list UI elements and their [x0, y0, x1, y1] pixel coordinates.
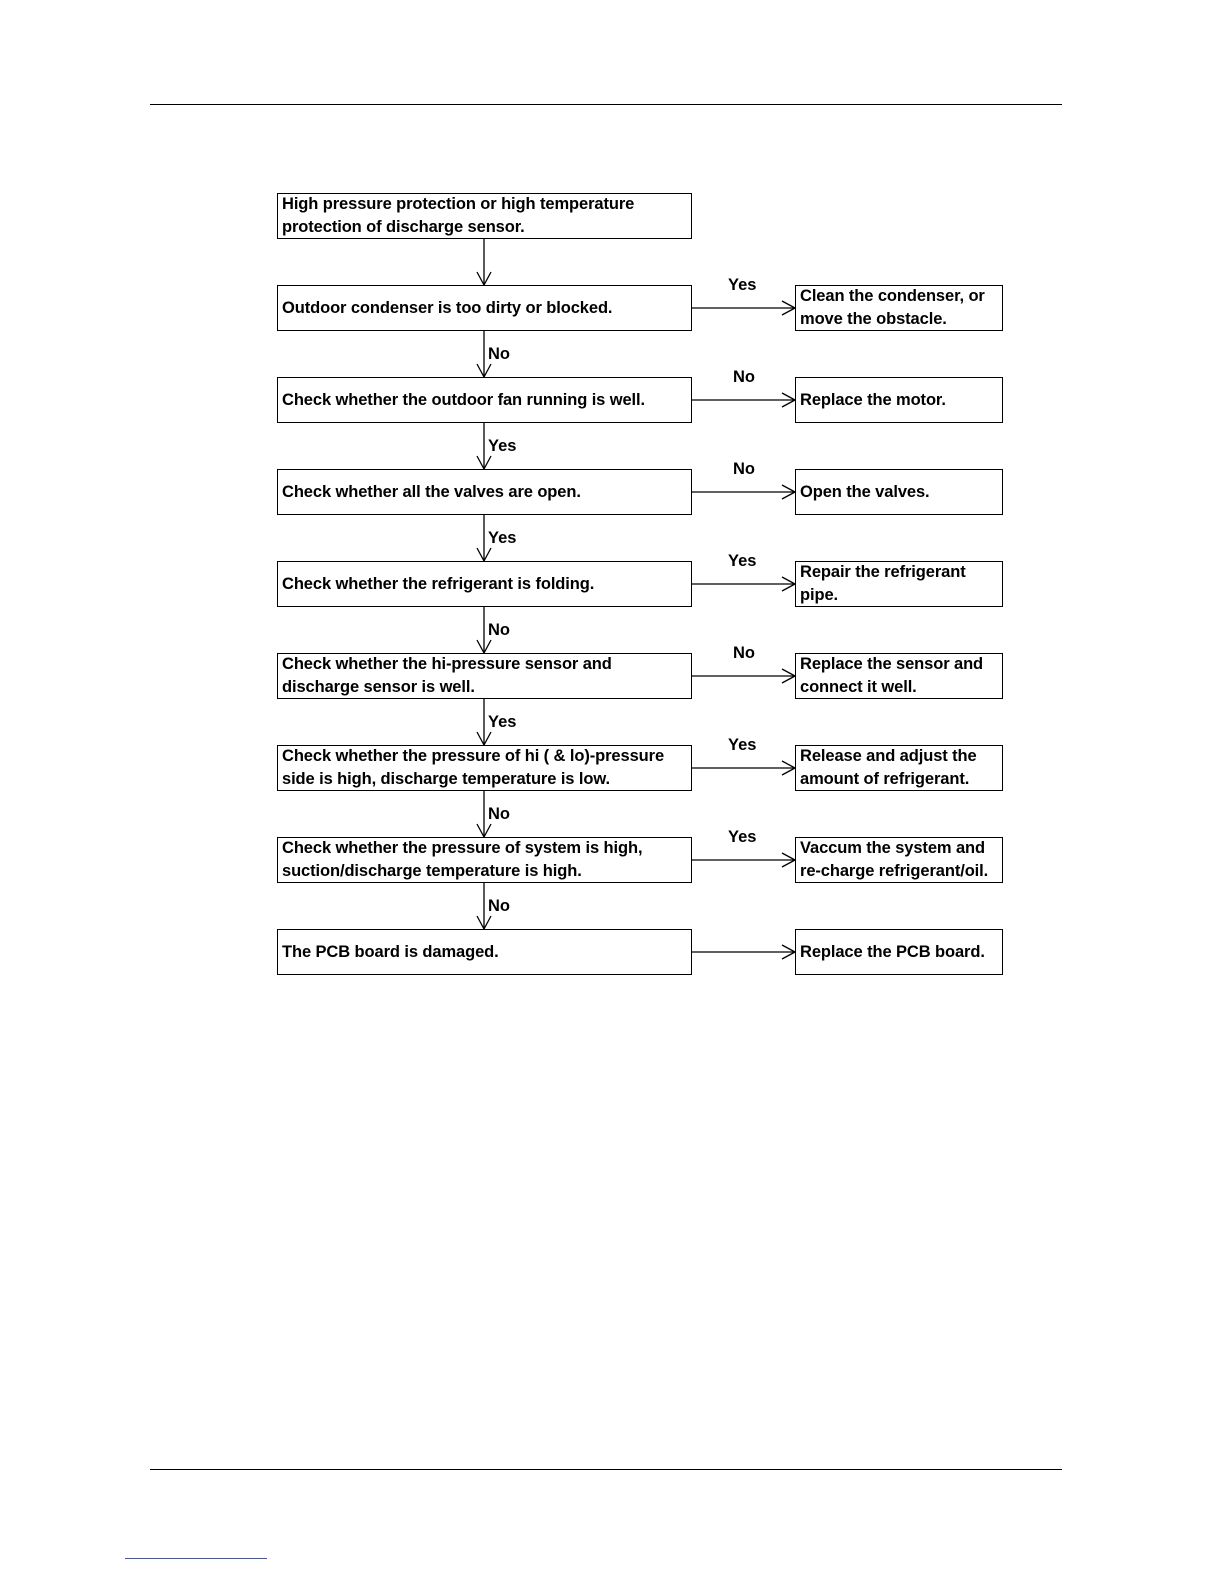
next-label: No: [488, 897, 510, 915]
action-text: Replace the motor.: [800, 390, 946, 409]
right-arrowhead: [782, 761, 795, 768]
right-arrowhead: [782, 945, 795, 952]
action-text: Replace the sensor and connect it well.: [800, 655, 984, 696]
action-text: Replace the PCB board.: [800, 942, 985, 961]
check-box-pcb: [277, 929, 692, 975]
right-arrowhead: [782, 308, 795, 315]
right-arrowhead: [782, 584, 795, 591]
right-arrowhead: [782, 301, 795, 308]
check-box-sensors: [277, 653, 692, 699]
right-arrowhead: [782, 676, 795, 683]
down-arrowhead: [484, 272, 491, 285]
down-arrowhead: [484, 916, 491, 929]
action-box-clean-condenser: [795, 285, 1003, 331]
start-text: High pressure protection or high temperature protection of discharge sensor.: [282, 195, 635, 236]
down-arrowhead: [477, 732, 484, 745]
check-text: Check whether the pressure of system is high, suction/discharge temperature is high.: [282, 839, 643, 880]
down-arrowhead: [484, 824, 491, 837]
right-arrowhead: [782, 669, 795, 676]
branch-label: No: [733, 368, 755, 386]
next-label: No: [488, 621, 510, 639]
check-text: Check whether the refrigerant is folding.: [282, 574, 595, 593]
action-box-adjust-refrigerant: [795, 745, 1003, 791]
check-text: Check whether all the valves are open.: [282, 482, 581, 501]
right-arrowhead: [782, 577, 795, 584]
start-box: [277, 193, 692, 239]
down-arrowhead: [484, 548, 491, 561]
branch-label: Yes: [728, 552, 757, 570]
branch-label: Yes: [728, 736, 757, 754]
check-box-pressure-side: [277, 745, 692, 791]
down-arrowhead: [484, 456, 491, 469]
down-arrowhead: [484, 732, 491, 745]
check-box-condenser: [277, 285, 692, 331]
down-arrowhead: [477, 456, 484, 469]
right-arrowhead: [782, 860, 795, 867]
action-box-repair-pipe: [795, 561, 1003, 607]
check-text: Check whether the hi-pressure sensor and discharge sensor is well.: [282, 655, 612, 696]
next-label: No: [488, 345, 510, 363]
next-label: No: [488, 805, 510, 823]
next-label: Yes: [488, 529, 517, 547]
action-text: Open the valves.: [800, 482, 930, 501]
action-box-replace-pcb: [795, 929, 1003, 975]
check-box-refrigerant-folding: [277, 561, 692, 607]
right-arrowhead: [782, 393, 795, 400]
action-box-vaccum-recharge: [795, 837, 1003, 883]
action-text: Repair the refrigerant pipe.: [800, 563, 966, 604]
branch-label: No: [733, 460, 755, 478]
action-box-replace-motor: [795, 377, 1003, 423]
next-label: Yes: [488, 437, 517, 455]
check-text: The PCB board is damaged.: [282, 942, 499, 961]
down-arrowhead: [477, 916, 484, 929]
down-arrowhead: [477, 824, 484, 837]
action-text: Vaccum the system and re-charge refrigerant/oil.: [800, 839, 989, 880]
action-box-open-valves: [795, 469, 1003, 515]
action-text: Release and adjust the amount of refrigerant.: [800, 747, 977, 788]
check-text: Check whether the pressure of hi ( & lo)-pressure side is high, discharge temperature is low.: [282, 747, 665, 788]
check-text: Check whether the outdoor fan running is well.: [282, 390, 646, 409]
action-text: Clean the condenser, or move the obstacle.: [800, 287, 985, 328]
right-arrowhead: [782, 768, 795, 775]
right-arrowhead: [782, 952, 795, 959]
branch-label: No: [733, 644, 755, 662]
action-box-replace-sensor: [795, 653, 1003, 699]
right-arrowhead: [782, 400, 795, 407]
check-box-system-pressure: [277, 837, 692, 883]
down-arrowhead: [477, 364, 484, 377]
check-text: Outdoor condenser is too dirty or blocked.: [282, 298, 613, 317]
branch-label: Yes: [728, 828, 757, 846]
next-label: Yes: [488, 713, 517, 731]
down-arrowhead: [484, 640, 491, 653]
right-arrowhead: [782, 492, 795, 499]
branch-label: Yes: [728, 276, 757, 294]
check-box-valves: [277, 469, 692, 515]
right-arrowhead: [782, 485, 795, 492]
down-arrowhead: [477, 548, 484, 561]
down-arrowhead: [477, 640, 484, 653]
right-arrowhead: [782, 853, 795, 860]
down-arrowhead: [477, 272, 484, 285]
check-box-outdoor-fan: [277, 377, 692, 423]
down-arrowhead: [484, 364, 491, 377]
